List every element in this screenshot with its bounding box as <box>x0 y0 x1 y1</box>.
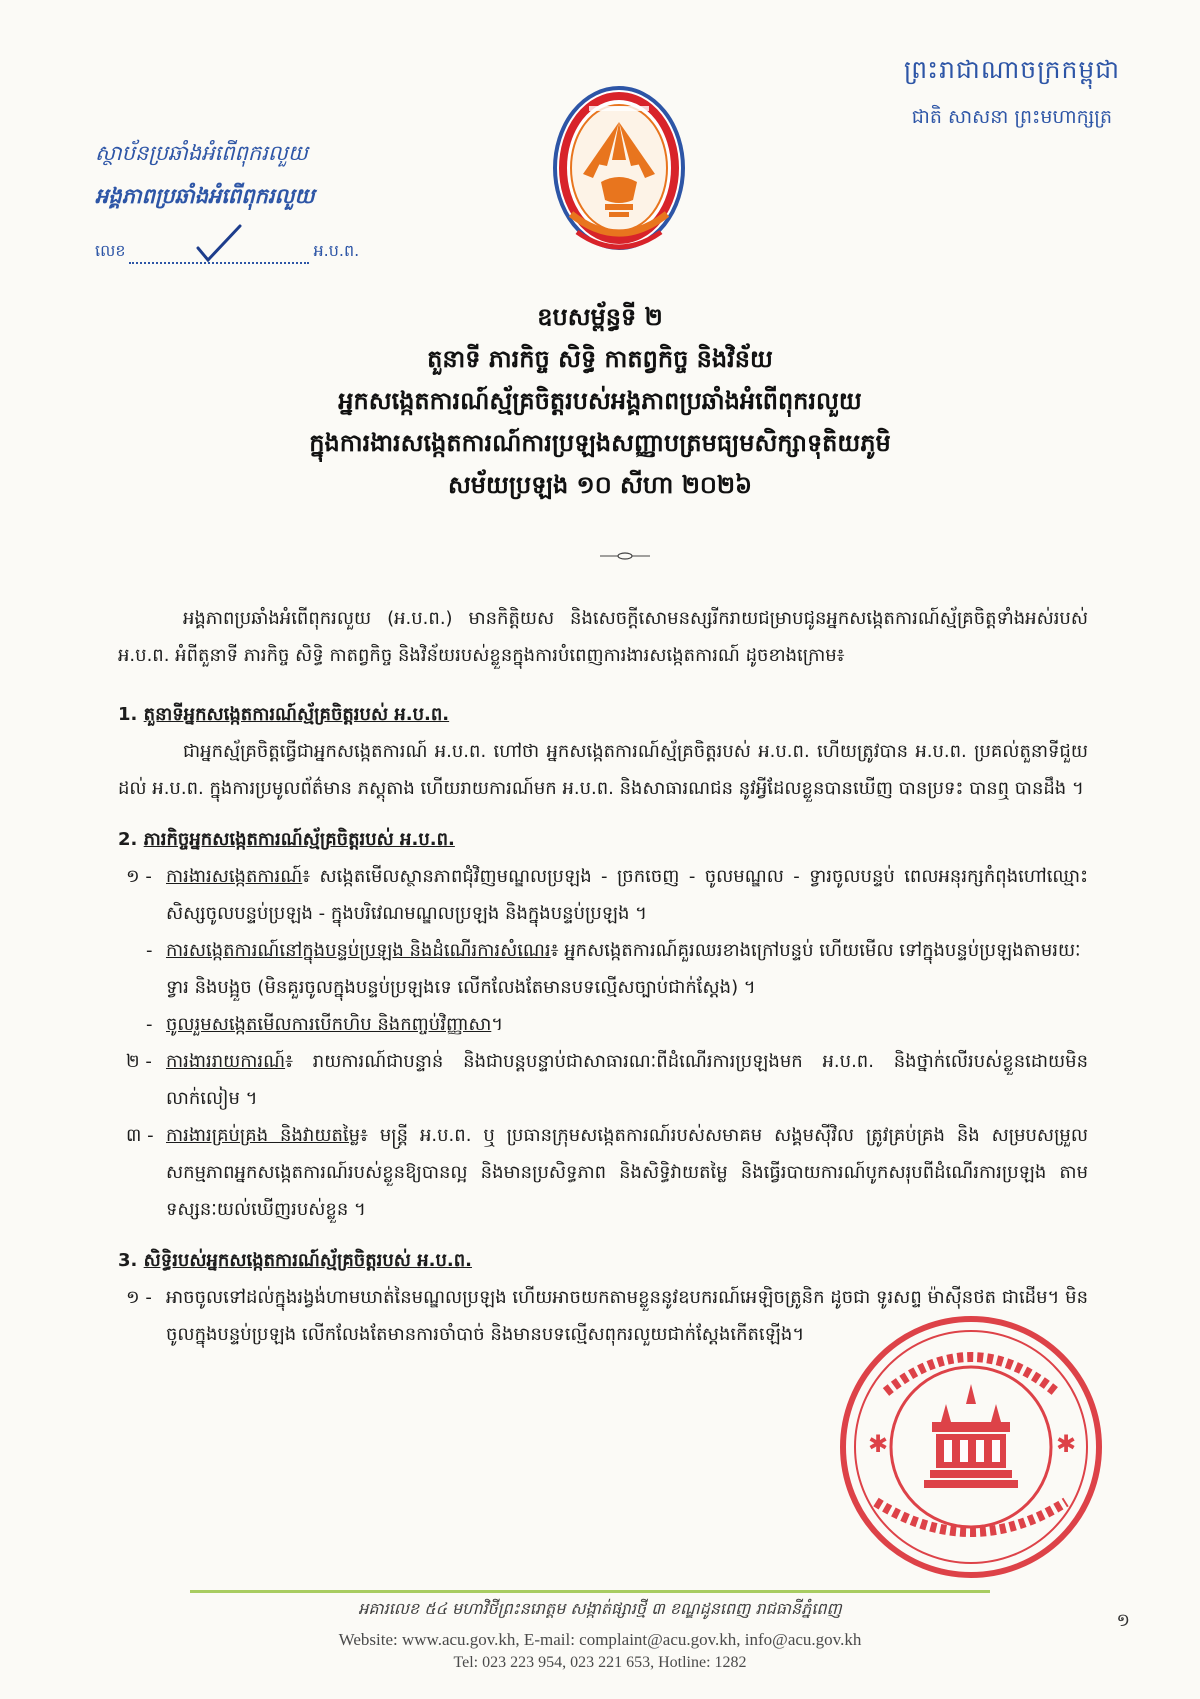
footer-phone: Tel: 023 223 954, 023 221 653, Hotline: 1282 <box>453 1654 747 1671</box>
ref-prefix: លេខ <box>95 241 126 260</box>
svg-text:✱: ✱ <box>868 1430 889 1458</box>
institution-header <box>95 140 359 264</box>
acu-logo <box>549 82 689 272</box>
kingdom-motto: ជាតិ សាសនា ព្រះមហាក្សត្រ <box>911 106 1113 128</box>
institution-name: ស្ថាប័នប្រឆាំងអំពើពុករលួយ <box>95 141 308 165</box>
annex-title: ឧបសម្ព័ន្ធទី ២ <box>537 303 663 331</box>
section-1-heading <box>118 696 1088 733</box>
section-1-title: តួនាទីអ្នកសង្កេតការណ៍ស្ម័គ្រចិត្តរបស់ អ.ប.ព. <box>143 704 450 725</box>
reference-number <box>95 240 359 264</box>
item-number: ៣ - <box>126 1125 154 1146</box>
bullet-dash: - <box>146 1014 153 1035</box>
kingdom-header <box>904 55 1120 133</box>
page-number: ១ <box>1116 1610 1130 1631</box>
section-1-number: 1. <box>118 704 138 725</box>
checkmark-icon <box>194 222 244 264</box>
bullet-dash: - <box>146 940 153 961</box>
section-2-item-1 <box>118 858 1088 932</box>
item-text: ៖ សង្កេតមើលស្ថានភាពជុំវិញមណ្ឌលប្រឡង - ច្រកចេញ - ចូលមណ្ឌល - ទ្វារចូលបន្ទប់ ពេលអនុរក្សកំពុងហៅឈ្មោះសិស្សចូលបន្ទប់ប្រឡង - ក្នុងបរិវេណមណ្ឌលប្រឡង និងក្នុងបន្ទប់ប្រឡង ។ <box>166 866 1088 924</box>
item-text: ៖ រាយការណ៍ជាបន្ទាន់ និងជាបន្តបន្ទាប់ជាសាធារណៈពីដំណើរការប្រឡងមក អ.ប.ព. និងថ្នាក់លើរបស់ខ្លួនដោយមិនលាក់លៀម ។ <box>166 1051 1088 1109</box>
item-text: អាចចូលទៅដល់ក្នុងរង្វង់ហាមឃាត់នៃមណ្ឌលប្រឡង ហើយអាចយកតាមខ្លួននូវឧបករណ៍អេឡិចត្រូនិក ដូចជា ទូរសព្ទ ម៉ាស៊ីនថត ជាដើម។ មិនចូលក្នុងបន្ទប់ប្រឡង លើកលែងតែមានការចាំបាច់ និងមានបទល្មើសពុករលួយជាក់ស្តែងកើតឡើង។ <box>166 1287 1088 1345</box>
svg-text:✱: ✱ <box>1056 1430 1077 1458</box>
section-3-number: 3. <box>118 1250 138 1271</box>
subitem-text: ៖ អ្នកសង្កេតការណ៍គួរឈរខាងក្រៅបន្ទប់ ហើយមើល ទៅក្នុងបន្ទប់ប្រឡងតាមរយៈទ្វារ និងបង្អួច (មិនគួរចូលក្នុងបន្ទប់ប្រឡងទេ លើកលែងតែមានបទល្មើសច្បាប់ជាក់ស្តែង) ។ <box>166 940 1081 998</box>
ornament-divider <box>600 552 650 560</box>
section-1-text: ជាអ្នកស្ម័គ្រចិត្តធ្វើជាអ្នកសង្កេតការណ៍ អ.ប.ព. ហៅថា អ្នកសង្កេតការណ៍ស្ម័គ្រចិត្តរបស់ អ.ប.ព. ហើយត្រូវបាន អ.ប.ព. ប្រគល់តួនាទីជួយដល់ អ.ប.ព. ក្នុងការប្រមូលព័ត៌មាន ភស្តុតាង ហើយរាយការណ៍មក អ.ប.ព. និងសាធារណជន នូវអ្វីដែលខ្លួនបានឃើញ បានប្រទះ បានឮ បានដឹង ។ <box>118 741 1088 799</box>
kingdom-title: ព្រះរាជាណាចក្រកម្ពុជា <box>903 55 1120 84</box>
footer-contact: Website: www.acu.gov.kh, E-mail: complaint@acu.gov.kh, info@acu.gov.kh <box>338 1630 862 1649</box>
footer <box>0 1598 1200 1672</box>
title-line-3: អ្នកសង្កេតការណ៍ស្ម័គ្រចិត្តរបស់អង្គភាពប្រឆាំងអំពើពុករលួយ <box>338 387 862 415</box>
ref-blank <box>129 248 309 264</box>
item-number: ២ - <box>126 1051 152 1072</box>
item-number: ១ - <box>126 866 152 887</box>
unit-name: អង្គភាពប្រឆាំងអំពើពុករលួយ <box>95 184 315 208</box>
item-lead: ការងាររាយការណ៍ <box>166 1051 286 1072</box>
footer-divider <box>190 1590 990 1593</box>
section-2-title: ភារកិច្ចអ្នកសង្កេតការណ៍ស្ម័គ្រចិត្តរបស់ អ.ប.ព. <box>143 829 455 850</box>
section-2-item-3 <box>118 1117 1088 1228</box>
section-2-number: 2. <box>118 829 138 850</box>
subitem-lead: ចូលរួមសង្កេតមើលការបើកហិប និងកញ្ចប់វិញ្ញាសា <box>166 1014 492 1035</box>
title-line-2: តួនាទី ភារកិច្ច សិទ្ធិ កាតព្វកិច្ច និងវិន័យ <box>427 345 773 373</box>
intro-paragraph: អង្គភាពប្រឆាំងអំពើពុករលួយ (អ.ប.ព.) មានកិត្តិយស និងសេចក្តីសោមនស្សរីករាយជម្រាបជូនអ្នកសង្កេតការណ៍ស្ម័គ្រចិត្តទាំងអស់របស់ អ.ប.ព. អំពីតួនាទី ភារកិច្ច សិទ្ធិ កាតព្វកិច្ច និងវិន័យរបស់ខ្លួនក្នុងការបំពេញការងារសង្កេតការណ៍ ដូចខាងក្រោម៖ <box>118 608 1088 666</box>
section-3-heading <box>118 1242 1088 1279</box>
item-number: ១ - <box>126 1287 152 1308</box>
title-line-4: ក្នុងការងារសង្កេតការណ៍ការប្រឡងសញ្ញាបត្រមធ្យមសិក្សាទុតិយភូមិ <box>309 429 891 457</box>
official-seal-stamp <box>836 1312 1106 1582</box>
subitem-text: ។ <box>491 1014 504 1035</box>
document-body <box>118 600 1088 1353</box>
section-2-subitem-1 <box>118 932 1088 1006</box>
section-2-item-2 <box>118 1043 1088 1117</box>
item-text: ៖ មន្ត្រី អ.ប.ព. ឬ ប្រធានក្រុមសង្កេតការណ៍របស់សមាគម សង្គមស៊ីវិល ត្រូវគ្រប់គ្រង និង សម្របសម្រួលសកម្មភាពអ្នកសង្កេតការណ៍របស់ខ្លួនឱ្យបានល្អ និងមានប្រសិទ្ធភាព និងសិទ្ធិវាយតម្លៃ និងធ្វើរបាយការណ៍បូកសរុបពីដំណើរការប្រឡង តាមទស្សនៈយល់ឃើញរបស់ខ្លួន ។ <box>166 1125 1088 1220</box>
item-lead: ការងារគ្រប់គ្រង និងវាយតម្លៃ <box>166 1125 361 1146</box>
subitem-lead: ការសង្កេតការណ៍នៅក្នុងបន្ទប់ប្រឡង និងដំណើរការសំណេរ <box>166 940 551 961</box>
section-2-heading <box>118 821 1088 858</box>
footer-address: អគារលេខ ៥៤ មហាវិថីព្រះនរោត្តម សង្កាត់ផ្សារថ្មី ៣ ខណ្ឌដូនពេញ រាជធានីភ្នំពេញ <box>358 1599 842 1618</box>
ref-suffix: អ.ប.ព. <box>313 241 360 260</box>
document-titles <box>0 296 1200 506</box>
section-2-subitem-2 <box>118 1006 1088 1043</box>
item-lead: ការងារសង្កេតការណ៍ <box>166 866 303 887</box>
title-line-5: សម័យប្រឡង ១០ សីហា ២០២៦ <box>447 471 753 499</box>
section-3-title: សិទ្ធិរបស់អ្នកសង្កេតការណ៍ស្ម័គ្រចិត្តរបស់ អ.ប.ព. <box>143 1250 472 1271</box>
